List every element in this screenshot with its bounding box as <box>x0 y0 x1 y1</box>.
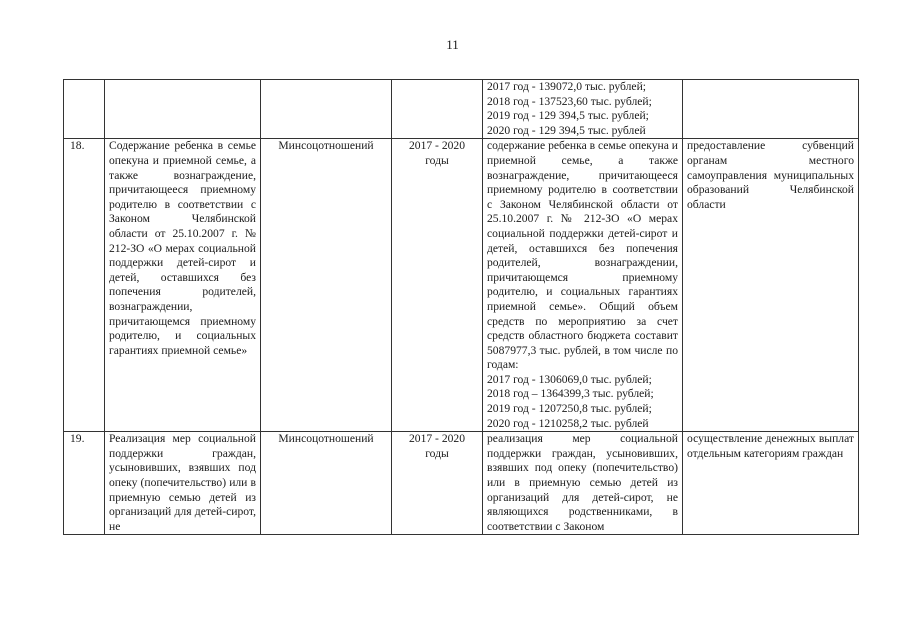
funding-line: 2019 год - 1207250,8 тыс. рублей; <box>487 402 652 416</box>
activity-name: Реализация мер социальной поддержки граждан, усыновивших, взявших под опеку (попечительство) или в приемную семью детей из организаций для детей-сирот, не <box>105 432 261 535</box>
row-number: 18. <box>64 139 105 432</box>
page-number: 11 <box>446 37 459 52</box>
activity-description: реализация мер социальной поддержки граждан, усыновивших, взявших под опеку (попечительство) или в приемную семью детей из организаций для детей-сирот, не являющихся родственниками, в соответствии с Законом <box>483 432 683 535</box>
cell-mechanism <box>683 80 859 139</box>
funding-line: 2017 год - 1306069,0 тыс. рублей; <box>487 372 652 386</box>
table-row-19 <box>64 432 859 535</box>
cell-executor <box>261 80 392 139</box>
funding-line: 2020 год - 1210258,2 тыс. рублей <box>487 416 649 430</box>
implementation-mechanism: осуществление денежных выплат отдельным категориям граждан <box>683 432 859 535</box>
funding-line: 2017 год - 139072,0 тыс. рублей; <box>487 80 647 93</box>
cell-funding <box>483 80 683 139</box>
period: 2017 - 2020 годы <box>392 432 483 535</box>
funding-line: 2019 год - 129 394,5 тыс. рублей; <box>487 109 649 123</box>
activity-description: содержание ребенка в семье опекуна и приемной семье, а также вознаграждение, причитающееся приемному родителю в соответствии с Законом Челябинской области от 25.10.2007 г. № 212-ЗО «О мерах социальной поддержки детей-сирот и детей, оставшихся без попечения родителей, вознаграждении, причитающемся приемному родителю, и социальных гарантиях приемной семье». Общий объем средств по мероприятию за счет средств областного бюджета составит 5087977,3 тыс. рублей, в том числе по годам: <box>487 139 678 372</box>
funding-line: 2018 год - 137523,60 тыс. рублей; <box>487 94 652 108</box>
cell-period <box>392 80 483 139</box>
activity-name: Содержание ребенка в семье опекуна и приемной семье, а также вознаграждение, причитающееся приемному родителю в соответствии с Законом Челябинской области от 25.10.2007 г. № 212-ЗО «О мерах социальной поддержки детей-сирот и детей, оставшихся без попечения родителей, вознаграждении, причитающемся приемному родителю, и социальных гарантиях приемной семье» <box>105 139 261 432</box>
implementation-mechanism: предоставление субвенций органам местного самоуправления муниципальных образований Челябинской области <box>683 139 859 432</box>
funding-line: 2018 год – 1364399,3 тыс. рублей; <box>487 387 654 401</box>
executor: Минсоцотношений <box>261 139 392 432</box>
funding-line: 2020 год - 129 394,5 тыс. рублей <box>487 123 646 137</box>
activity-description-cell <box>483 139 683 432</box>
cell-number <box>64 80 105 139</box>
table-row-carryover <box>64 80 859 139</box>
period: 2017 - 2020 годы <box>392 139 483 432</box>
table-row-18 <box>64 139 859 432</box>
row-number: 19. <box>64 432 105 535</box>
program-activities-table <box>63 79 859 535</box>
executor: Минсоцотношений <box>261 432 392 535</box>
cell-name <box>105 80 261 139</box>
